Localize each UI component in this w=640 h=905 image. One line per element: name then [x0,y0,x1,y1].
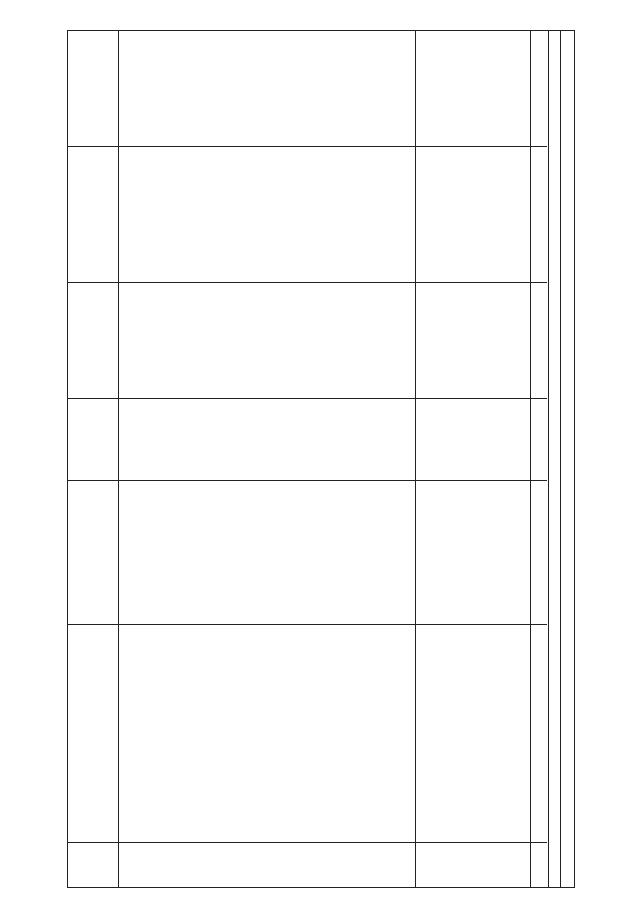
row-divider [530,30,531,888]
row-divider [560,30,561,888]
column-divider [67,480,547,481]
table-border-top [67,30,575,31]
column-divider [67,146,547,147]
column-divider [67,842,547,843]
column-divider [67,282,547,283]
row-divider [118,30,119,888]
column-divider [67,624,547,625]
row-divider [415,30,416,888]
column-divider [67,398,547,399]
row-divider [548,30,549,888]
table-border-left [67,30,68,888]
table-border-right [574,30,575,888]
table-border-bottom [67,887,575,888]
